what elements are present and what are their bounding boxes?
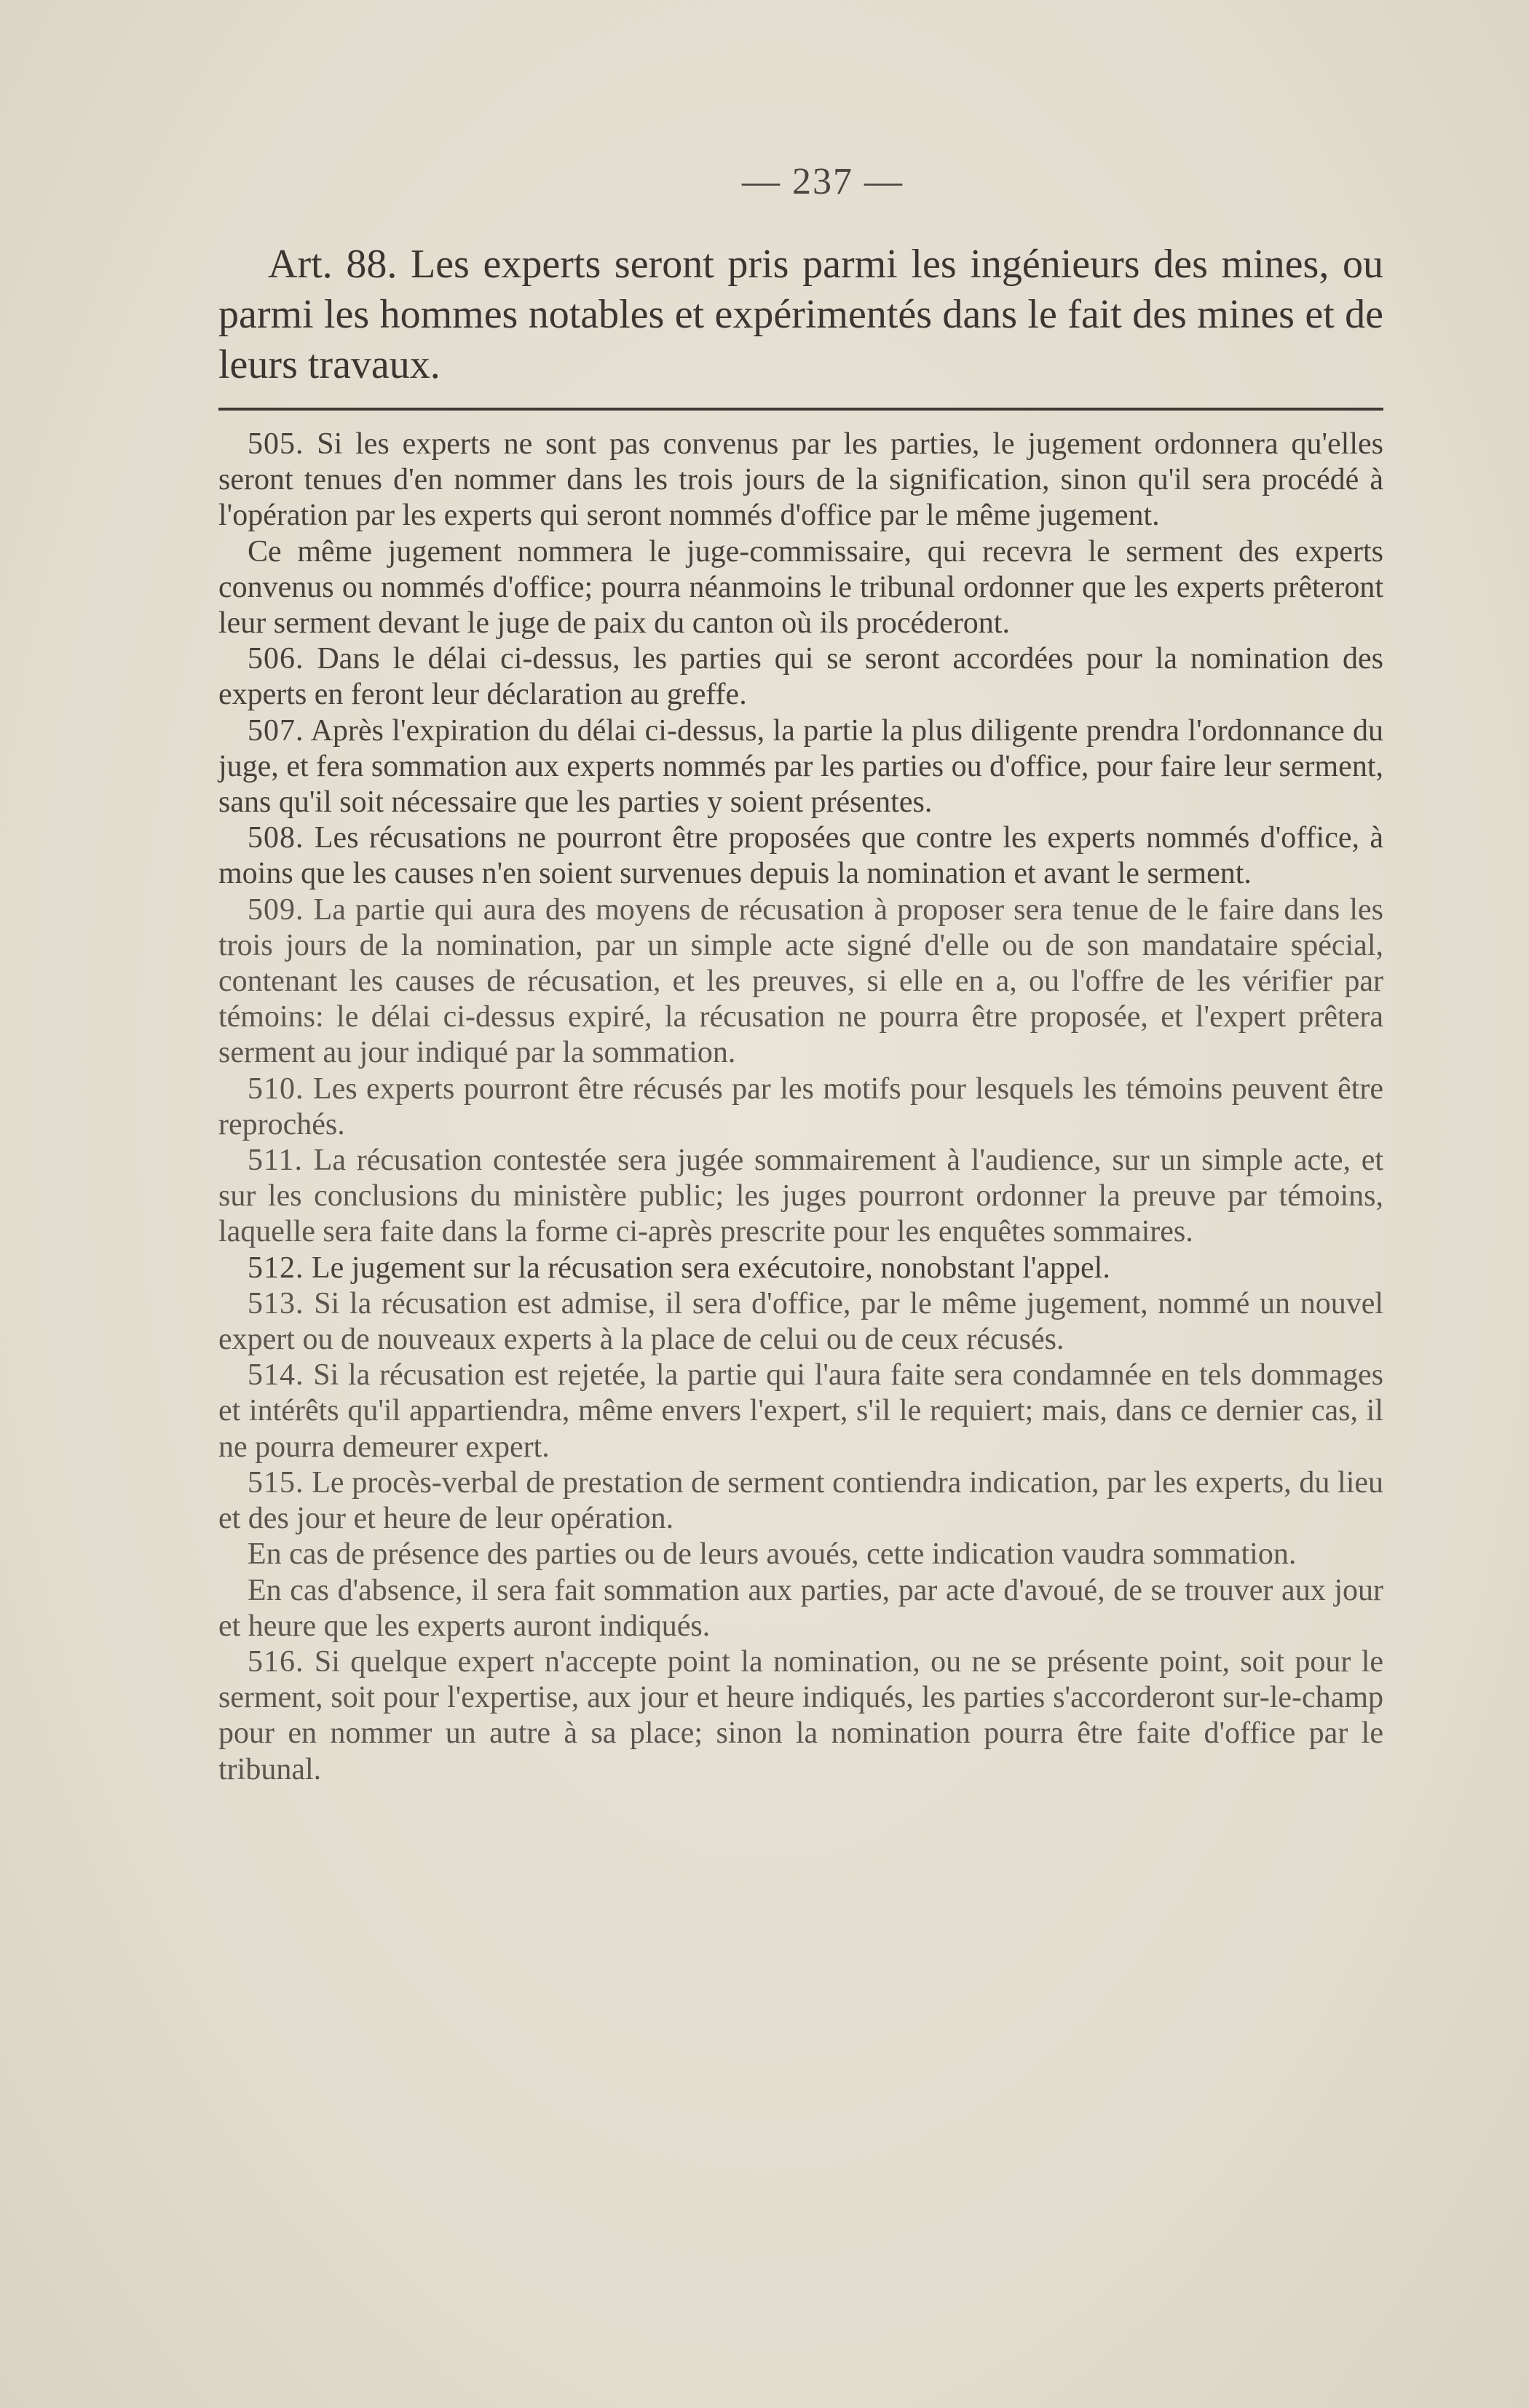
- code-of-procedure-excerpt: [218, 427, 1383, 1788]
- page-number: — 237 —: [742, 161, 904, 202]
- paragraph-515-presence: En cas de présence des parties ou de leurs avoués, cette indication vaudra sommation.: [248, 1537, 1297, 1572]
- paragraph-505: 505. Si les experts ne sont pas convenus par les parties, le jugement ordonnera qu'elles seront tenues d'en nommer dans les trois jours de la signification, sinon qu'il sera procédé à l'opération par les experts qui seront nommés d'office par le même jugement.: [218, 427, 1383, 533]
- paragraph-510: 510. Les experts pourront être récusés par les motifs pour lesquels les témoins peuvent être reprochés.: [218, 1072, 1384, 1141]
- paragraph-505-continued: Ce même jugement nommera le juge-commissaire, qui recevra le serment des experts convenus ou nommés d'office; pourra néanmoins le tribunal ordonner que les experts prêteront leur serment devant le juge de paix du canton où ils procéderont.: [218, 534, 1383, 641]
- article-88: [218, 239, 1383, 390]
- paragraph-516: 516. Si quelque expert n'accepte point la nomination, ou ne se présente point, soit pour le serment, soit pour l'expertise, aux jour et heure indiqués, les parties s'accorderont sur-le-champ pour en nommer un autre à sa place; sinon la nomination pourra être faite d'office par le tribunal.: [218, 1644, 1384, 1786]
- paragraph-512: 512. Le jugement sur la récusation sera exécutoire, nonobstant l'appel.: [248, 1251, 1110, 1285]
- article-text: Art. 88. Les experts seront pris parmi les ingénieurs des mines, ou parmi les hommes notables et expérimentés dans le fait des mines et de leurs travaux.: [218, 242, 1383, 387]
- separator-rule: [218, 408, 1383, 411]
- paragraph-515: 515. Le procès-verbal de prestation de serment contiendra indication, par les experts, du lieu et des jour et heure de leur opération.: [218, 1465, 1384, 1536]
- paragraph-513: 513. Si la récusation est admise, il sera d'office, par le même jugement, nommé un nouvel expert ou de nouveaux experts à la place de celui ou de ceux récusés.: [218, 1286, 1383, 1357]
- paragraph-507: 507. Après l'expiration du délai ci-dessus, la partie la plus diligente prendra l'ordonnance du juge, et fera sommation aux experts nommés par les parties ou d'office, pour faire leur serment, sans qu'il soit nécessaire que les parties y soient présentes.: [218, 713, 1383, 820]
- paragraph-506: 506. Dans le délai ci-dessus, les parties qui se seront accordées pour la nomination des experts en feront leur déclaration au greffe.: [218, 642, 1384, 712]
- paragraph-515-absence: En cas d'absence, il sera fait sommation aux parties, par acte d'avoué, de se trouver aux jour et heure que les experts auront indiqués.: [218, 1573, 1383, 1643]
- paragraph-511: 511. La récusation contestée sera jugée sommairement à l'audience, sur un simple acte, et sur les conclusions du ministère public; les juges pourront ordonner la preuve par témoins, laquelle sera faite dans la forme ci-après prescrite pour les enquêtes sommaires.: [218, 1144, 1384, 1249]
- paragraph-508: 508. Les récusations ne pourront être proposées que contre les experts nommés d'office, à moins que les causes n'en soient survenues depuis la nomination et avant le serment.: [218, 821, 1383, 891]
- paragraph-509: 509. La partie qui aura des moyens de récusation à proposer sera tenue de le faire dans les trois jours de la nomination, par un simple acte signé d'elle ou de son mandataire spécial, contenant les causes de récusation, et les preuves, si elle en a, ou l'offre de les vérifier par témoins: le délai ci-dessus expiré, la récusation ne pourra être proposée, et l'expert prêtera serment au jour indiqué par la sommation.: [218, 892, 1384, 1070]
- paragraph-514: 514. Si la récusation est rejetée, la partie qui l'aura faite sera condamnée en tels dommages et intérêts qu'il appartiendra, même envers l'expert, s'il le requiert; mais, dans ce dernier cas, il ne pourra demeurer expert.: [218, 1358, 1384, 1464]
- book-page: [218, 160, 1383, 1788]
